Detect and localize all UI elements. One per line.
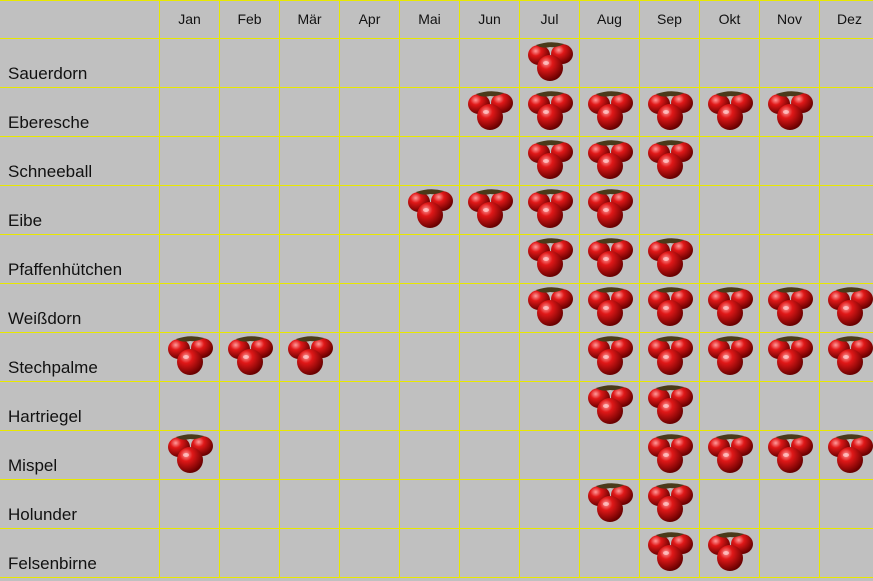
month-cell xyxy=(460,382,520,431)
red-berry-icon xyxy=(706,89,756,135)
month-cell xyxy=(460,137,520,186)
month-cell xyxy=(220,235,280,284)
red-berry-icon xyxy=(646,530,696,576)
red-berry-icon xyxy=(226,334,276,380)
month-cell xyxy=(220,333,280,382)
red-berry-icon xyxy=(826,285,873,331)
month-cell xyxy=(400,186,460,235)
month-cell xyxy=(460,235,520,284)
red-berry-icon xyxy=(586,138,636,184)
month-header: Jun xyxy=(460,1,520,39)
red-berry-icon xyxy=(526,40,576,86)
red-berry-icon xyxy=(766,432,816,478)
red-berry-icon xyxy=(166,432,216,478)
month-cell xyxy=(580,39,640,88)
red-berry-icon xyxy=(766,334,816,380)
month-cell xyxy=(280,284,340,333)
month-header: Mär xyxy=(280,1,340,39)
month-cell xyxy=(520,431,580,480)
month-cell xyxy=(160,186,220,235)
month-cell xyxy=(580,235,640,284)
red-berry-icon xyxy=(826,432,873,478)
month-cell xyxy=(580,382,640,431)
month-cell xyxy=(160,382,220,431)
red-berry-icon xyxy=(706,432,756,478)
month-cell xyxy=(460,333,520,382)
plant-name: Eberesche xyxy=(0,88,160,137)
month-cell xyxy=(520,39,580,88)
month-cell xyxy=(700,333,760,382)
month-cell xyxy=(820,284,873,333)
month-cell xyxy=(700,529,760,578)
red-berry-icon xyxy=(286,334,336,380)
month-cell xyxy=(820,186,873,235)
month-cell xyxy=(700,137,760,186)
red-berry-icon xyxy=(586,383,636,429)
red-berry-icon xyxy=(646,334,696,380)
red-berry-icon xyxy=(586,236,636,282)
month-header: Okt xyxy=(700,1,760,39)
month-cell xyxy=(460,284,520,333)
month-cell xyxy=(520,529,580,578)
month-cell xyxy=(640,529,700,578)
month-cell xyxy=(340,39,400,88)
month-cell xyxy=(520,137,580,186)
month-cell xyxy=(820,235,873,284)
month-cell xyxy=(220,382,280,431)
month-cell xyxy=(700,382,760,431)
month-header: Dez xyxy=(820,1,873,39)
month-cell xyxy=(160,235,220,284)
month-cell xyxy=(820,431,873,480)
month-cell xyxy=(640,137,700,186)
month-cell xyxy=(520,88,580,137)
month-header: Feb xyxy=(220,1,280,39)
plant-name: Sauerdorn xyxy=(0,39,160,88)
month-cell xyxy=(580,284,640,333)
month-cell xyxy=(340,137,400,186)
month-cell xyxy=(280,333,340,382)
month-cell xyxy=(400,137,460,186)
month-cell xyxy=(340,529,400,578)
month-cell xyxy=(160,39,220,88)
red-berry-icon xyxy=(406,187,456,233)
month-cell xyxy=(640,88,700,137)
month-cell xyxy=(280,529,340,578)
month-cell xyxy=(760,529,820,578)
month-cell xyxy=(220,529,280,578)
month-cell xyxy=(400,431,460,480)
month-cell xyxy=(640,284,700,333)
month-cell xyxy=(280,382,340,431)
month-cell xyxy=(400,382,460,431)
month-cell xyxy=(520,235,580,284)
month-cell xyxy=(400,284,460,333)
month-cell xyxy=(160,88,220,137)
red-berry-icon xyxy=(526,285,576,331)
red-berry-icon xyxy=(526,236,576,282)
month-cell xyxy=(340,186,400,235)
month-cell xyxy=(220,431,280,480)
red-berry-icon xyxy=(586,285,636,331)
month-cell xyxy=(640,186,700,235)
red-berry-icon xyxy=(646,383,696,429)
month-cell xyxy=(700,88,760,137)
month-cell xyxy=(760,284,820,333)
month-cell xyxy=(400,88,460,137)
red-berry-icon xyxy=(706,285,756,331)
month-cell xyxy=(700,284,760,333)
month-cell xyxy=(220,39,280,88)
month-cell xyxy=(220,480,280,529)
red-berry-icon xyxy=(526,187,576,233)
month-cell xyxy=(160,284,220,333)
month-cell xyxy=(640,382,700,431)
month-cell xyxy=(580,529,640,578)
month-cell xyxy=(460,88,520,137)
month-cell xyxy=(340,382,400,431)
red-berry-icon xyxy=(646,236,696,282)
month-cell xyxy=(760,431,820,480)
month-cell xyxy=(760,333,820,382)
month-cell xyxy=(460,529,520,578)
month-cell xyxy=(460,39,520,88)
month-cell xyxy=(400,529,460,578)
month-cell xyxy=(220,88,280,137)
month-header: Jan xyxy=(160,1,220,39)
red-berry-icon xyxy=(586,89,636,135)
month-cell xyxy=(580,186,640,235)
month-cell xyxy=(640,480,700,529)
red-berry-icon xyxy=(586,481,636,527)
month-cell xyxy=(520,382,580,431)
month-cell xyxy=(160,529,220,578)
month-cell xyxy=(520,480,580,529)
month-cell xyxy=(400,235,460,284)
month-cell xyxy=(340,480,400,529)
month-cell xyxy=(640,333,700,382)
month-header: Jul xyxy=(520,1,580,39)
month-header: Apr xyxy=(340,1,400,39)
month-cell xyxy=(340,431,400,480)
month-cell xyxy=(160,137,220,186)
red-berry-icon xyxy=(646,432,696,478)
corner-cell xyxy=(0,1,160,39)
month-cell xyxy=(580,88,640,137)
month-cell xyxy=(460,480,520,529)
month-cell xyxy=(220,186,280,235)
month-cell xyxy=(760,382,820,431)
month-cell xyxy=(280,88,340,137)
plant-name: Weißdorn xyxy=(0,284,160,333)
month-cell xyxy=(460,186,520,235)
red-berry-icon xyxy=(706,334,756,380)
month-cell xyxy=(280,186,340,235)
month-header: Mai xyxy=(400,1,460,39)
red-berry-icon xyxy=(466,89,516,135)
red-berry-icon xyxy=(766,285,816,331)
month-cell xyxy=(700,186,760,235)
month-cell xyxy=(580,480,640,529)
month-cell xyxy=(400,480,460,529)
month-cell xyxy=(640,431,700,480)
month-cell xyxy=(700,39,760,88)
month-cell xyxy=(160,333,220,382)
month-cell xyxy=(340,235,400,284)
plant-name: Mispel xyxy=(0,431,160,480)
plant-name: Schneeball xyxy=(0,137,160,186)
red-berry-icon xyxy=(646,285,696,331)
month-cell xyxy=(520,284,580,333)
month-cell xyxy=(760,88,820,137)
month-cell xyxy=(280,431,340,480)
month-cell xyxy=(280,480,340,529)
month-header: Sep xyxy=(640,1,700,39)
month-cell xyxy=(700,235,760,284)
month-cell xyxy=(280,39,340,88)
month-cell xyxy=(160,431,220,480)
plant-name: Hartriegel xyxy=(0,382,160,431)
month-cell xyxy=(820,333,873,382)
plant-name: Holunder xyxy=(0,480,160,529)
month-cell xyxy=(160,480,220,529)
month-cell xyxy=(700,480,760,529)
month-cell xyxy=(820,480,873,529)
month-cell xyxy=(640,235,700,284)
month-cell xyxy=(820,382,873,431)
month-cell xyxy=(760,137,820,186)
red-berry-icon xyxy=(166,334,216,380)
plant-name: Felsenbirne xyxy=(0,529,160,578)
month-cell xyxy=(220,284,280,333)
month-cell xyxy=(820,137,873,186)
red-berry-icon xyxy=(526,138,576,184)
month-cell xyxy=(520,186,580,235)
month-cell xyxy=(820,88,873,137)
month-cell xyxy=(340,88,400,137)
month-cell xyxy=(700,431,760,480)
month-cell xyxy=(400,39,460,88)
month-cell xyxy=(280,137,340,186)
month-header: Aug xyxy=(580,1,640,39)
red-berry-icon xyxy=(646,138,696,184)
month-cell xyxy=(340,284,400,333)
month-cell xyxy=(760,186,820,235)
red-berry-icon xyxy=(586,334,636,380)
plant-name: Stechpalme xyxy=(0,333,160,382)
plant-name: Pfaffenhütchen xyxy=(0,235,160,284)
month-cell xyxy=(580,431,640,480)
month-cell xyxy=(340,333,400,382)
plant-name: Eibe xyxy=(0,186,160,235)
red-berry-icon xyxy=(526,89,576,135)
month-cell xyxy=(820,529,873,578)
red-berry-icon xyxy=(766,89,816,135)
month-cell xyxy=(400,333,460,382)
red-berry-icon xyxy=(706,530,756,576)
month-cell xyxy=(520,333,580,382)
red-berry-icon xyxy=(646,481,696,527)
red-berry-icon xyxy=(646,89,696,135)
month-cell xyxy=(220,137,280,186)
month-cell xyxy=(760,235,820,284)
month-cell xyxy=(460,431,520,480)
month-cell xyxy=(820,39,873,88)
red-berry-icon xyxy=(466,187,516,233)
red-berry-icon xyxy=(826,334,873,380)
month-cell xyxy=(580,333,640,382)
month-cell xyxy=(280,235,340,284)
month-cell xyxy=(580,137,640,186)
month-cell xyxy=(760,39,820,88)
red-berry-icon xyxy=(586,187,636,233)
month-header: Nov xyxy=(760,1,820,39)
month-cell xyxy=(760,480,820,529)
month-cell xyxy=(640,39,700,88)
